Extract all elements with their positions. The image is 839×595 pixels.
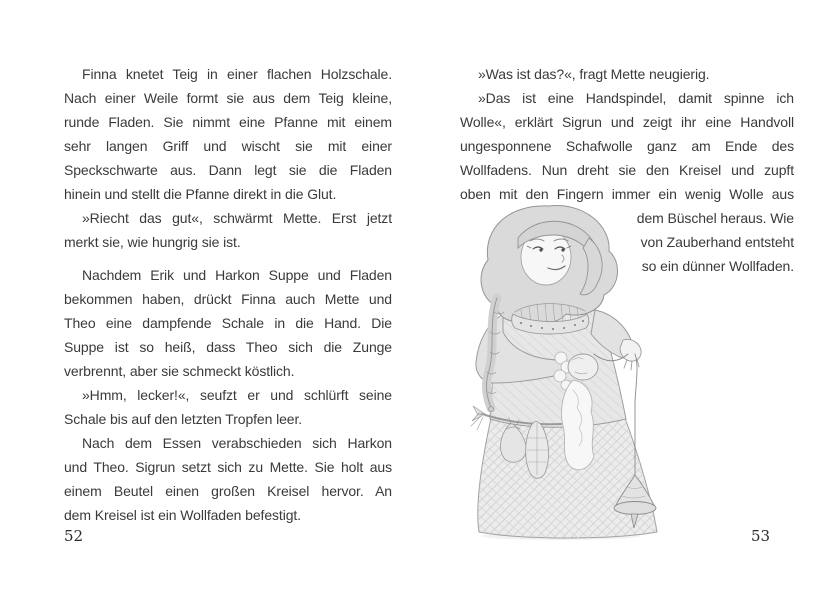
text-line: Nachdem Erik und Harkon Suppe und Fladen bbox=[82, 267, 392, 283]
paragraph bbox=[64, 263, 392, 383]
page-number-left: 52 bbox=[64, 527, 84, 545]
text-line: dem Büschel heraus. Wie bbox=[636, 210, 794, 226]
text-line: Schale bis auf den letzten Tropfen leer. bbox=[64, 411, 303, 427]
paragraph bbox=[64, 431, 392, 527]
right-hand bbox=[620, 339, 641, 370]
text-line: Wollfadens. Nun dreht sie den Kreisel und zupft bbox=[460, 162, 794, 178]
right-page-text bbox=[460, 62, 794, 278]
text-line: Theo eine dampfende Schale in die Hand. Die bbox=[64, 315, 392, 331]
paragraph bbox=[460, 62, 794, 86]
paragraph bbox=[64, 62, 392, 206]
text-line: runde Fladen. Sie nimmt eine Pfanne mit einem bbox=[64, 114, 392, 130]
text-line: »Das ist eine Handspindel, damit spinne ich bbox=[478, 90, 794, 106]
text-line: von Zauberhand entsteht bbox=[640, 234, 794, 250]
text-line: einem Beutel einen großen Kreisel hervor. An bbox=[64, 483, 392, 499]
paragraph bbox=[64, 383, 392, 431]
paragraph bbox=[64, 206, 392, 254]
text-line: verbrennt, aber sie schmeckt köstlich. bbox=[64, 363, 295, 379]
text-line: Suppe ist so heiß, dass Theo sich die Zunge bbox=[64, 339, 392, 355]
text-line: ungesponnene Schafwolle ganz am Ende des bbox=[460, 138, 794, 154]
text-line: »Hmm, lecker!«, seufzt er und schlürft seine bbox=[82, 387, 392, 403]
text-line: und Theo. Sigrun setzt sich zu Mette. Sie holt aus bbox=[64, 459, 392, 475]
text-line: merkt sie, wie hungrig sie ist. bbox=[64, 234, 241, 250]
text-line: Finna knetet Teig in einer flachen Holzschale. bbox=[82, 66, 392, 82]
text-line: Speckschwarte aus. Dann legt sie die Fladen bbox=[64, 162, 392, 178]
text-line: hinein und stellt die Pfanne direkt in die Glut. bbox=[64, 186, 337, 202]
text-line: oben mit den Fingern immer ein wenig Wolle aus bbox=[460, 186, 794, 202]
left-hand-fist bbox=[568, 354, 598, 380]
text-line: sehr langen Griff und wischt sie mit einer bbox=[64, 138, 392, 154]
text-line: Nach einer Weile formt sie aus dem Teig kleine, bbox=[64, 90, 392, 106]
text-line: »Was ist das?«, fragt Mette neugierig. bbox=[478, 66, 710, 82]
left-page-text bbox=[64, 62, 392, 527]
text-line: bekommen haben, drückt Finna auch Mette und bbox=[64, 291, 392, 307]
wool-tuft bbox=[561, 380, 594, 470]
page-number-right: 53 bbox=[751, 527, 771, 545]
text-line: Wolle«, erklärt Sigrun und zeigt ihr eine Handvoll bbox=[460, 114, 794, 130]
text-line: Nach dem Essen verabschieden sich Harkon bbox=[82, 435, 392, 451]
text-line: »Riecht das gut«, schwärmt Mette. Erst jetzt bbox=[82, 210, 392, 226]
paragraph bbox=[460, 86, 794, 278]
text-line: dem Kreisel ist ein Wollfaden befestigt. bbox=[64, 507, 301, 523]
text-line: so ein dünner Wollfaden. bbox=[641, 258, 794, 274]
